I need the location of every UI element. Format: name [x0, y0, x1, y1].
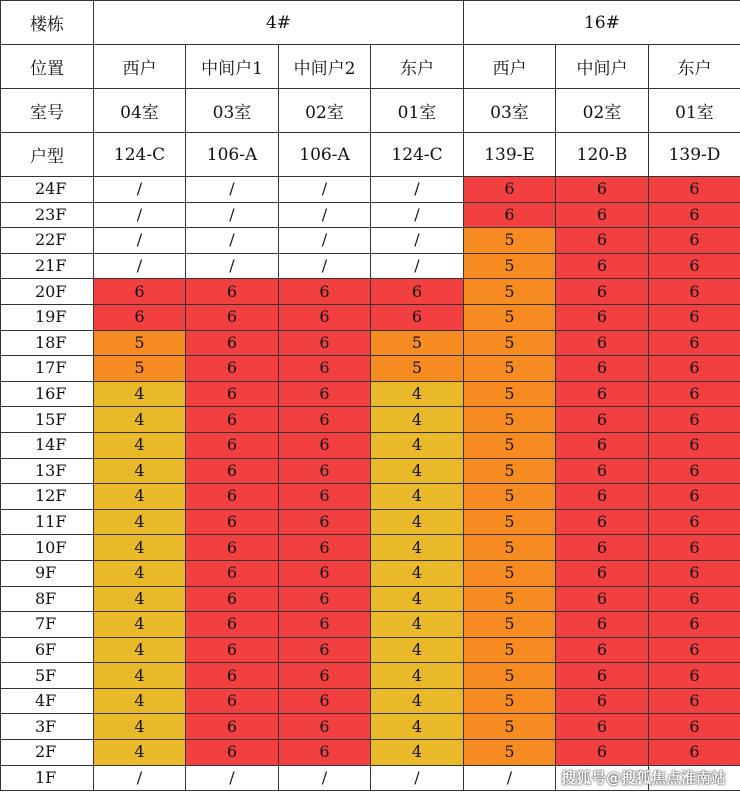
position-cell: 中间户1 — [186, 45, 279, 89]
floor-value-cell: 6 — [279, 381, 371, 407]
table-row — [1, 330, 740, 356]
floor-value-cell: 6 — [279, 509, 371, 535]
type-cell: 106-A — [186, 133, 279, 177]
floor-label: 18F — [1, 330, 94, 356]
floor-value-cell: 4 — [94, 458, 186, 484]
floor-value-cell: 6 — [556, 535, 649, 561]
floor-value-cell: / — [279, 765, 371, 791]
floor-value-cell: 5 — [94, 330, 186, 356]
floor-value-cell: 4 — [94, 637, 186, 663]
floor-value-cell: 6 — [649, 688, 740, 714]
floor-value-cell: 6 — [556, 381, 649, 407]
floor-value-cell: 6 — [556, 740, 649, 766]
floor-value-cell: 4 — [94, 560, 186, 586]
floor-value-cell: / — [279, 253, 371, 279]
floor-value-cell: 6 — [279, 535, 371, 561]
floor-value-cell: 4 — [371, 458, 464, 484]
floor-value-cell: 6 — [556, 330, 649, 356]
table-row — [1, 637, 740, 663]
floor-label: 21F — [1, 253, 94, 279]
floor-value-cell: 6 — [186, 688, 279, 714]
floor-value-cell: 6 — [556, 279, 649, 305]
floor-value-cell: 6 — [279, 586, 371, 612]
floor-value-cell: 5 — [464, 304, 556, 330]
floor-value-cell: 6 — [556, 663, 649, 689]
type-cell: 124-C — [371, 133, 464, 177]
floor-value-cell: 6 — [649, 612, 740, 638]
floor-label: 16F — [1, 381, 94, 407]
floor-value-cell: 6 — [649, 407, 740, 433]
floor-value-cell: 6 — [186, 330, 279, 356]
floor-value-cell: / — [371, 202, 464, 228]
floor-label: 14F — [1, 432, 94, 458]
table-row — [1, 663, 740, 689]
floor-value-cell: 6 — [279, 356, 371, 382]
floor-value-cell: 4 — [371, 560, 464, 586]
position-cell: 东户 — [649, 45, 740, 89]
floor-value-cell: 4 — [94, 740, 186, 766]
room-cell: 03室 — [186, 89, 279, 133]
table-row — [1, 458, 740, 484]
floor-value-cell: 5 — [371, 356, 464, 382]
floor-value-cell: 6 — [94, 279, 186, 305]
floor-value-cell: 6 — [186, 740, 279, 766]
floor-value-cell: / — [279, 177, 371, 203]
position-cell: 中间户 — [556, 45, 649, 89]
floor-value-cell: 6 — [649, 535, 740, 561]
floor-value-cell: 6 — [186, 637, 279, 663]
row-label-position: 位置 — [1, 45, 94, 89]
floor-value-cell: 6 — [186, 663, 279, 689]
floor-value-cell: 6 — [279, 458, 371, 484]
table-row — [1, 407, 740, 433]
floor-value-cell: 6 — [556, 509, 649, 535]
floor-label: 13F — [1, 458, 94, 484]
floor-value-cell: 6 — [556, 612, 649, 638]
floor-value-cell: 6 — [649, 637, 740, 663]
floor-value-cell: / — [94, 228, 186, 254]
floor-value-cell: 4 — [371, 432, 464, 458]
floor-label: 17F — [1, 356, 94, 382]
floor-value-cell: 6 — [186, 714, 279, 740]
floor-value-cell: 6 — [556, 637, 649, 663]
floor-value-cell: 5 — [464, 381, 556, 407]
floor-value-cell: 6 — [556, 714, 649, 740]
floor-value-cell: / — [371, 765, 464, 791]
floor-label: 3F — [1, 714, 94, 740]
floor-value-cell: / — [371, 228, 464, 254]
floor-value-cell: 6 — [649, 714, 740, 740]
table-row — [1, 304, 740, 330]
floor-value-cell: 6 — [649, 381, 740, 407]
row-label-building: 楼栋 — [1, 1, 94, 45]
floor-value-cell: 4 — [94, 432, 186, 458]
floor-value-cell: 6 — [186, 432, 279, 458]
floor-value-cell: 5 — [464, 688, 556, 714]
table-row — [1, 714, 740, 740]
floor-value-cell: 5 — [464, 509, 556, 535]
floor-value-cell: 4 — [94, 535, 186, 561]
row-label-type: 户型 — [1, 133, 94, 177]
floor-label: 24F — [1, 177, 94, 203]
floor-value-cell: 4 — [94, 688, 186, 714]
floor-value-cell: 6 — [94, 304, 186, 330]
floor-value-cell: 5 — [464, 356, 556, 382]
floor-value-cell: 6 — [279, 560, 371, 586]
floor-value-cell: 6 — [649, 586, 740, 612]
position-cell: 西户 — [94, 45, 186, 89]
floor-value-cell: 6 — [649, 304, 740, 330]
floor-value-cell: 6 — [186, 356, 279, 382]
floor-label: 20F — [1, 279, 94, 305]
floor-value-cell: 6 — [186, 612, 279, 638]
floor-value-cell: 6 — [279, 714, 371, 740]
floor-value-cell: 6 — [649, 663, 740, 689]
floor-value-cell: 6 — [556, 458, 649, 484]
floor-value-cell: / — [279, 202, 371, 228]
type-cell: 106-A — [279, 133, 371, 177]
floor-value-cell: 6 — [279, 637, 371, 663]
floor-label: 10F — [1, 535, 94, 561]
floor-value-cell: 6 — [371, 304, 464, 330]
floor-label: 9F — [1, 560, 94, 586]
floor-value-cell: 6 — [279, 304, 371, 330]
floor-value-cell: 6 — [556, 688, 649, 714]
floor-value-cell: 5 — [464, 253, 556, 279]
floor-value-cell: / — [186, 202, 279, 228]
floor-value-cell: 6 — [186, 509, 279, 535]
floor-value-cell: 6 — [556, 356, 649, 382]
floor-value-cell: / — [94, 253, 186, 279]
floor-label: 19F — [1, 304, 94, 330]
table-row — [1, 356, 740, 382]
position-cell: 东户 — [371, 45, 464, 89]
floor-value-cell: 6 — [279, 432, 371, 458]
floor-value-cell: 5 — [464, 432, 556, 458]
table-row — [1, 612, 740, 638]
floor-value-cell: 4 — [371, 663, 464, 689]
table-row — [1, 228, 740, 254]
floor-value-cell: 6 — [556, 432, 649, 458]
floor-value-cell: 6 — [279, 279, 371, 305]
floor-value-cell: 6 — [186, 407, 279, 433]
floor-value-cell: 6 — [649, 253, 740, 279]
table-row — [1, 740, 740, 766]
floor-value-cell: / — [371, 253, 464, 279]
floor-value-cell: 4 — [371, 484, 464, 510]
floor-value-cell: 5 — [464, 714, 556, 740]
floor-label: 4F — [1, 688, 94, 714]
floor-value-cell: 6 — [649, 202, 740, 228]
floor-value-cell: 6 — [279, 484, 371, 510]
table-row — [1, 535, 740, 561]
floor-value-cell: 6 — [649, 458, 740, 484]
table-row — [1, 381, 740, 407]
floor-value-cell: 6 — [556, 202, 649, 228]
room-cell: 02室 — [279, 89, 371, 133]
floor-value-cell: 4 — [94, 663, 186, 689]
floor-value-cell: 6 — [556, 304, 649, 330]
floor-value-cell: 6 — [649, 560, 740, 586]
floor-value-cell: 5 — [464, 458, 556, 484]
floor-value-cell: 6 — [186, 560, 279, 586]
floor-value-cell: 5 — [94, 356, 186, 382]
table-row — [1, 560, 740, 586]
floor-label: 7F — [1, 612, 94, 638]
floor-value-cell: 4 — [371, 637, 464, 663]
floor-value-cell: 6 — [556, 560, 649, 586]
floor-value-cell: 4 — [94, 484, 186, 510]
floor-value-cell: 6 — [556, 484, 649, 510]
floor-label: 1F — [1, 765, 94, 791]
floor-value-cell: 5 — [371, 330, 464, 356]
floor-value-cell: 4 — [371, 740, 464, 766]
floor-value-cell: 5 — [464, 407, 556, 433]
room-cell: 01室 — [649, 89, 740, 133]
table-row — [1, 253, 740, 279]
floor-value-cell: 4 — [371, 381, 464, 407]
floor-label: 23F — [1, 202, 94, 228]
floor-value-cell: 6 — [649, 177, 740, 203]
floor-value-cell: / — [464, 765, 556, 791]
type-cell: 139-E — [464, 133, 556, 177]
floor-value-cell: / — [94, 765, 186, 791]
building-row — [1, 1, 740, 45]
floor-label: 22F — [1, 228, 94, 254]
floor-value-cell: 6 — [556, 586, 649, 612]
floor-value-cell: 6 — [186, 484, 279, 510]
floor-value-cell: 6 — [556, 228, 649, 254]
floor-label: 2F — [1, 740, 94, 766]
room-row — [1, 89, 740, 133]
room-cell: 01室 — [371, 89, 464, 133]
floor-value-cell: 4 — [371, 688, 464, 714]
floor-value-cell: 6 — [464, 202, 556, 228]
floor-label: 6F — [1, 637, 94, 663]
table-row — [1, 432, 740, 458]
floor-value-cell: 6 — [279, 330, 371, 356]
floor-value-cell: 4 — [371, 612, 464, 638]
floor-value-cell: 6 — [556, 253, 649, 279]
floor-value-cell: 5 — [464, 330, 556, 356]
table-row — [1, 279, 740, 305]
building-4-header: 4# — [94, 1, 464, 45]
floor-value-cell: 4 — [94, 586, 186, 612]
floor-label: 11F — [1, 509, 94, 535]
floor-value-cell: 5 — [464, 279, 556, 305]
floor-label: 12F — [1, 484, 94, 510]
table-row — [1, 202, 740, 228]
position-cell: 西户 — [464, 45, 556, 89]
room-cell: 02室 — [556, 89, 649, 133]
floor-value-cell: 4 — [94, 381, 186, 407]
watermark: 搜狐号@搜狐焦点淮南站 — [560, 769, 726, 787]
table-row — [1, 509, 740, 535]
type-cell: 139-D — [649, 133, 740, 177]
floor-value-cell: 4 — [371, 509, 464, 535]
floor-value-cell: / — [186, 177, 279, 203]
type-row — [1, 133, 740, 177]
room-cell: 04室 — [94, 89, 186, 133]
floor-value-cell: 4 — [371, 586, 464, 612]
floor-value-cell: 6 — [649, 356, 740, 382]
floor-value-cell: 5 — [464, 612, 556, 638]
building-16-header: 16# — [464, 1, 740, 45]
floor-value-cell: 6 — [186, 381, 279, 407]
floor-value-cell: / — [186, 253, 279, 279]
floor-value-cell: 6 — [279, 612, 371, 638]
floor-value-cell: 6 — [186, 535, 279, 561]
position-row — [1, 45, 740, 89]
floor-value-cell: 6 — [186, 304, 279, 330]
floor-value-cell: 6 — [186, 586, 279, 612]
floor-value-cell: 4 — [371, 535, 464, 561]
floor-value-cell: 6 — [556, 407, 649, 433]
room-cell: 03室 — [464, 89, 556, 133]
floor-value-cell: 6 — [279, 407, 371, 433]
floor-value-cell: / — [279, 228, 371, 254]
floor-label: 15F — [1, 407, 94, 433]
floor-value-cell: 6 — [186, 458, 279, 484]
floor-value-cell: 5 — [464, 535, 556, 561]
floor-value-cell: 6 — [649, 228, 740, 254]
floor-value-cell: 6 — [279, 688, 371, 714]
floor-value-cell: 5 — [464, 663, 556, 689]
table-row — [1, 688, 740, 714]
floor-value-cell: 4 — [94, 407, 186, 433]
floor-value-cell: 6 — [279, 740, 371, 766]
floor-value-cell: 5 — [464, 586, 556, 612]
floor-value-cell: 6 — [649, 279, 740, 305]
floor-value-cell: 5 — [464, 740, 556, 766]
floor-value-cell: / — [186, 228, 279, 254]
floor-value-cell: 6 — [556, 177, 649, 203]
floor-value-cell: 4 — [94, 714, 186, 740]
floor-value-cell: 6 — [186, 279, 279, 305]
floor-value-cell: 6 — [649, 740, 740, 766]
row-label-room: 室号 — [1, 89, 94, 133]
floor-value-cell: 6 — [649, 330, 740, 356]
table-row — [1, 177, 740, 203]
floor-value-cell: 6 — [649, 509, 740, 535]
type-cell: 124-C — [94, 133, 186, 177]
floor-value-cell: 4 — [371, 407, 464, 433]
floor-value-cell: 6 — [371, 279, 464, 305]
position-cell: 中间户2 — [279, 45, 371, 89]
floor-value-cell: 6 — [464, 177, 556, 203]
floor-value-cell: 4 — [371, 714, 464, 740]
floor-value-cell: / — [186, 765, 279, 791]
floor-value-cell: 5 — [464, 637, 556, 663]
floor-value-cell: / — [94, 177, 186, 203]
table-row — [1, 484, 740, 510]
floor-value-cell: 4 — [94, 612, 186, 638]
type-cell: 120-B — [556, 133, 649, 177]
floor-value-cell: 6 — [279, 663, 371, 689]
floor-value-cell: 4 — [94, 509, 186, 535]
floor-value-cell: / — [94, 202, 186, 228]
floor-label: 8F — [1, 586, 94, 612]
floor-value-cell: 6 — [649, 484, 740, 510]
floor-value-cell: 5 — [464, 484, 556, 510]
floor-label: 5F — [1, 663, 94, 689]
table-row — [1, 586, 740, 612]
floor-value-cell: 6 — [649, 432, 740, 458]
floor-value-cell: 5 — [464, 560, 556, 586]
floor-value-cell: 5 — [464, 228, 556, 254]
floor-value-cell: / — [371, 177, 464, 203]
